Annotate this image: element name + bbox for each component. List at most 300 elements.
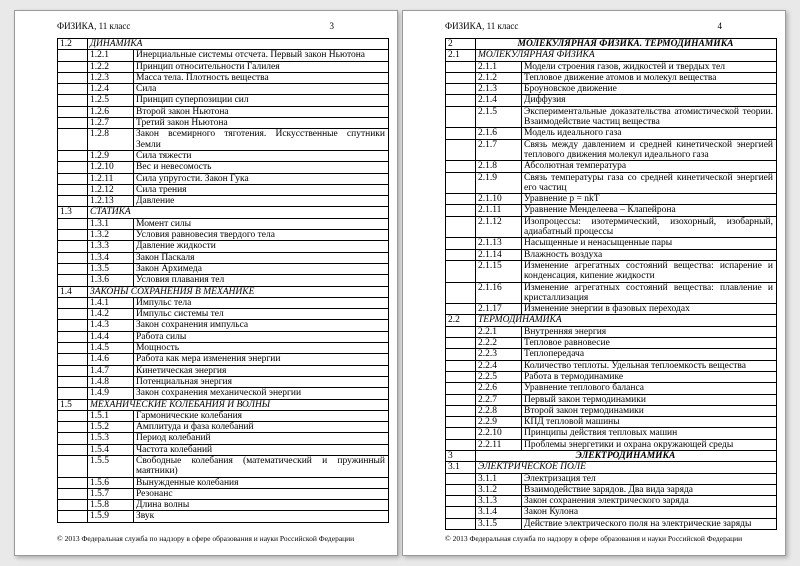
item-number-cell: 1.2.7	[88, 118, 134, 129]
item-row	[58, 275, 389, 286]
item-number-cell: 2.1.9	[476, 172, 522, 194]
item-row	[446, 128, 777, 139]
item-text-cell: Резонанс	[134, 488, 389, 499]
item-text-cell: Кинетическая энергия	[134, 365, 389, 376]
empty-cell	[58, 343, 88, 354]
empty-cell	[58, 511, 88, 522]
empty-cell	[58, 118, 88, 129]
empty-cell	[58, 331, 88, 342]
item-row	[446, 518, 777, 529]
item-number-cell: 2.2.4	[476, 360, 522, 371]
item-number-cell: 1.4.2	[88, 309, 134, 320]
empty-cell	[58, 365, 88, 376]
item-text-cell: Принцип относительности Галилея	[134, 61, 389, 72]
item-row	[58, 455, 389, 477]
empty-cell	[58, 230, 88, 241]
item-text-cell: Модель идеального газа	[522, 128, 777, 139]
chapter-title-cell: ЭЛЕКТРОДИНАМИКА	[476, 450, 777, 461]
item-text-cell: Уравнение теплового баланса	[522, 383, 777, 394]
section-row	[446, 50, 777, 61]
empty-cell	[58, 106, 88, 117]
item-number-cell: 1.4.1	[88, 297, 134, 308]
section-row	[446, 315, 777, 326]
content-table	[445, 38, 777, 530]
empty-cell	[446, 161, 476, 172]
item-text-cell: КПД тепловой машины	[522, 417, 777, 428]
empty-cell	[58, 309, 88, 320]
item-text-cell: Условия равновесия твердого тела	[134, 230, 389, 241]
item-number-cell: 1.2.9	[88, 150, 134, 161]
item-text-cell: Звук	[134, 511, 389, 522]
item-row	[446, 84, 777, 95]
item-text-cell: Электризация тел	[522, 473, 777, 484]
item-row	[58, 343, 389, 354]
item-row	[58, 50, 389, 61]
item-row	[58, 320, 389, 331]
item-text-cell: Момент силы	[134, 218, 389, 229]
section-number-cell: 2	[446, 39, 476, 50]
empty-cell	[446, 349, 476, 360]
empty-cell	[58, 488, 88, 499]
item-row	[58, 388, 389, 399]
empty-cell	[446, 216, 476, 238]
item-number-cell: 1.2.3	[88, 72, 134, 83]
chapter-row	[446, 450, 777, 461]
item-text-cell: Третий закон Ньютона	[134, 118, 389, 129]
empty-cell	[446, 61, 476, 72]
item-row	[446, 349, 777, 360]
item-number-cell: 2.2.9	[476, 417, 522, 428]
section-title-cell: ТЕРМОДИНАМИКА	[476, 315, 777, 326]
item-row	[446, 439, 777, 450]
item-number-cell: 2.1.15	[476, 260, 522, 282]
page-4	[402, 10, 786, 556]
item-number-cell: 2.2.8	[476, 405, 522, 416]
item-number-cell: 1.3.4	[88, 252, 134, 263]
item-number-cell: 1.4.5	[88, 343, 134, 354]
empty-cell	[58, 354, 88, 365]
empty-cell	[446, 326, 476, 337]
empty-cell	[446, 139, 476, 161]
item-number-cell: 1.5.2	[88, 422, 134, 433]
item-number-cell: 2.2.11	[476, 439, 522, 450]
item-number-cell: 1.3.3	[88, 241, 134, 252]
empty-cell	[58, 84, 88, 95]
empty-cell	[58, 184, 88, 195]
item-number-cell: 2.1.7	[476, 139, 522, 161]
empty-cell	[446, 518, 476, 529]
empty-cell	[446, 95, 476, 106]
item-text-cell: Сила упругости. Закон Гука	[134, 173, 389, 184]
chapter-row	[446, 39, 777, 50]
empty-cell	[446, 172, 476, 194]
item-text-cell: Импульс системы тел	[134, 309, 389, 320]
empty-cell	[58, 150, 88, 161]
item-text-cell: Работа в термодинамике	[522, 371, 777, 382]
empty-cell	[58, 218, 88, 229]
empty-cell	[446, 383, 476, 394]
empty-cell	[58, 455, 88, 477]
item-number-cell: 1.2.10	[88, 162, 134, 173]
item-number-cell: 2.1.6	[476, 128, 522, 139]
item-text-cell: Масса тела. Плотность вещества	[134, 72, 389, 83]
item-number-cell: 2.1.2	[476, 72, 522, 83]
content-table	[57, 38, 389, 523]
item-row	[446, 260, 777, 282]
item-text-cell: Период колебаний	[134, 433, 389, 444]
item-row	[58, 72, 389, 83]
item-text-cell: Действие электрического поля на электрические заряды	[522, 518, 777, 529]
item-number-cell: 1.5.4	[88, 444, 134, 455]
section-number-cell: 1.3	[58, 207, 88, 218]
item-number-cell: 1.2.12	[88, 184, 134, 195]
item-number-cell: 1.4.7	[88, 365, 134, 376]
section-number-cell: 1.4	[58, 286, 88, 297]
item-text-cell: Закон Паскаля	[134, 252, 389, 263]
item-text-cell: Уравнение Менделеева – Клапейрона	[522, 205, 777, 216]
empty-cell	[446, 405, 476, 416]
item-text-cell: Импульс тела	[134, 297, 389, 308]
item-row	[446, 326, 777, 337]
section-number-cell: 3.1	[446, 462, 476, 473]
empty-cell	[446, 238, 476, 249]
item-text-cell: Влажность воздуха	[522, 249, 777, 260]
section-row	[58, 207, 389, 218]
page-number: 4	[717, 21, 722, 31]
empty-cell	[58, 241, 88, 252]
item-text-cell: Тепловое равновесие	[522, 338, 777, 349]
empty-cell	[58, 410, 88, 421]
item-number-cell: 1.5.3	[88, 433, 134, 444]
page-header	[57, 21, 389, 32]
item-text-cell: Давление	[134, 196, 389, 207]
item-number-cell: 2.1.8	[476, 161, 522, 172]
section-row	[446, 462, 777, 473]
item-row	[58, 162, 389, 173]
item-text-cell: Изопроцессы: изотермический, изохорный, изобарный, адиабатный процессы	[522, 216, 777, 238]
item-row	[58, 511, 389, 522]
item-text-cell: Тепловое движение атомов и молекул вещества	[522, 72, 777, 83]
item-number-cell: 1.3.2	[88, 230, 134, 241]
item-text-cell: Работа силы	[134, 331, 389, 342]
item-text-cell: Абсолютная температура	[522, 161, 777, 172]
item-row	[58, 184, 389, 195]
item-text-cell: Связь между давлением и средней кинетической энергией теплового движения молекул идеального газа	[522, 139, 777, 161]
item-row	[446, 428, 777, 439]
section-row	[58, 286, 389, 297]
empty-cell	[58, 196, 88, 207]
item-text-cell: Теплопередача	[522, 349, 777, 360]
item-text-cell: Сила тяжести	[134, 150, 389, 161]
item-row	[58, 118, 389, 129]
item-text-cell: Вес и невесомость	[134, 162, 389, 173]
item-row	[58, 297, 389, 308]
item-row	[446, 394, 777, 405]
item-number-cell: 2.1.4	[476, 95, 522, 106]
empty-cell	[446, 338, 476, 349]
item-number-cell: 1.5.7	[88, 488, 134, 499]
item-text-cell: Амплитуда и фаза колебаний	[134, 422, 389, 433]
empty-cell	[58, 376, 88, 387]
item-row	[58, 263, 389, 274]
item-row	[58, 422, 389, 433]
item-text-cell: Закон сохранения механической энергии	[134, 388, 389, 399]
item-text-cell: Уравнение p = nkT	[522, 194, 777, 205]
section-title-cell: МЕХАНИЧЕСКИЕ КОЛЕБАНИЯ И ВОЛНЫ	[88, 399, 389, 410]
item-text-cell: Связь температуры газа со средней кинетической энергией его частиц	[522, 172, 777, 194]
item-row	[446, 249, 777, 260]
empty-cell	[446, 473, 476, 484]
item-row	[58, 230, 389, 241]
item-number-cell: 2.2.5	[476, 371, 522, 382]
empty-cell	[58, 173, 88, 184]
empty-cell	[446, 394, 476, 405]
section-title-cell: ЗАКОНЫ СОХРАНЕНИЯ В МЕХАНИКЕ	[88, 286, 389, 297]
section-number-cell: 2.1	[446, 50, 476, 61]
item-row	[446, 417, 777, 428]
section-number-cell: 2.2	[446, 315, 476, 326]
item-row	[446, 360, 777, 371]
item-row	[58, 61, 389, 72]
item-number-cell: 1.2.11	[88, 173, 134, 184]
page-header	[445, 21, 777, 32]
item-row	[446, 194, 777, 205]
item-number-cell: 2.1.13	[476, 238, 522, 249]
item-text-cell: Мощность	[134, 343, 389, 354]
page-number: 3	[329, 21, 334, 31]
empty-cell	[446, 484, 476, 495]
section-number-cell: 1.2	[58, 39, 88, 50]
item-text-cell: Модели строения газов, жидкостей и твердых тел	[522, 61, 777, 72]
empty-cell	[58, 444, 88, 455]
item-number-cell: 1.2.13	[88, 196, 134, 207]
empty-cell	[58, 95, 88, 106]
item-number-cell: 3.1.5	[476, 518, 522, 529]
empty-cell	[446, 496, 476, 507]
header-title: ФИЗИКА, 11 класс	[57, 21, 131, 31]
item-text-cell: Диффузия	[522, 95, 777, 106]
item-text-cell: Броуновское движение	[522, 84, 777, 95]
item-number-cell: 2.1.12	[476, 216, 522, 238]
item-number-cell: 1.4.6	[88, 354, 134, 365]
item-number-cell: 2.2.3	[476, 349, 522, 360]
item-row	[446, 484, 777, 495]
item-row	[446, 139, 777, 161]
item-number-cell: 2.2.10	[476, 428, 522, 439]
item-number-cell: 1.5.1	[88, 410, 134, 421]
empty-cell	[446, 72, 476, 83]
item-text-cell: Потенциальная энергия	[134, 376, 389, 387]
item-text-cell: Частота колебаний	[134, 444, 389, 455]
item-row	[58, 410, 389, 421]
item-number-cell: 2.1.5	[476, 106, 522, 128]
empty-cell	[446, 260, 476, 282]
item-row	[58, 365, 389, 376]
item-row	[58, 444, 389, 455]
item-row	[446, 161, 777, 172]
empty-cell	[446, 417, 476, 428]
section-row	[58, 39, 389, 50]
empty-cell	[446, 507, 476, 518]
item-text-cell: Сила	[134, 84, 389, 95]
item-text-cell: Инерциальные системы отсчета. Первый закон Ньютона	[134, 50, 389, 61]
item-text-cell: Принципы действия тепловых машин	[522, 428, 777, 439]
item-row	[446, 383, 777, 394]
item-text-cell: Первый закон термодинамики	[522, 394, 777, 405]
item-row	[58, 84, 389, 95]
item-text-cell: Изменение энергии в фазовых переходах	[522, 304, 777, 315]
item-row	[58, 129, 389, 151]
item-number-cell: 3.1.4	[476, 507, 522, 518]
section-number-cell: 3	[446, 450, 476, 461]
empty-cell	[58, 263, 88, 274]
empty-cell	[446, 84, 476, 95]
item-row	[58, 241, 389, 252]
item-row	[446, 61, 777, 72]
item-row	[58, 477, 389, 488]
item-text-cell: Изменение агрегатных состояний вещества: испарение и конденсация, кипение жидкости	[522, 260, 777, 282]
item-text-cell: Гармонические колебания	[134, 410, 389, 421]
empty-cell	[58, 129, 88, 151]
empty-cell	[58, 252, 88, 263]
item-text-cell: Закон сохранения электрического заряда	[522, 496, 777, 507]
item-text-cell: Закон всемирного тяготения. Искусственные спутники Земли	[134, 129, 389, 151]
empty-cell	[58, 477, 88, 488]
page-3	[14, 10, 398, 556]
item-number-cell: 1.2.5	[88, 95, 134, 106]
item-row	[58, 433, 389, 444]
item-number-cell: 1.2.2	[88, 61, 134, 72]
item-number-cell: 1.4.3	[88, 320, 134, 331]
item-row	[446, 496, 777, 507]
item-row	[446, 304, 777, 315]
empty-cell	[58, 500, 88, 511]
item-text-cell: Внутренняя энергия	[522, 326, 777, 337]
item-number-cell: 2.1.16	[476, 282, 522, 304]
item-row	[58, 500, 389, 511]
empty-cell	[58, 50, 88, 61]
item-row	[446, 72, 777, 83]
item-text-cell: Проблемы энергетики и охрана окружающей среды	[522, 439, 777, 450]
section-number-cell: 1.5	[58, 399, 88, 410]
page-footer: © 2013 Федеральная служба по надзору в сфере образования и науки Российской Федерации	[445, 534, 743, 543]
item-number-cell: 2.1.10	[476, 194, 522, 205]
item-text-cell: Работа как мера изменения энергии	[134, 354, 389, 365]
item-row	[58, 331, 389, 342]
section-title-cell: ЭЛЕКТРИЧЕСКОЕ ПОЛЕ	[476, 462, 777, 473]
section-title-cell: СТАТИКА	[88, 207, 389, 218]
item-number-cell: 3.1.3	[476, 496, 522, 507]
empty-cell	[58, 433, 88, 444]
item-text-cell: Сила трения	[134, 184, 389, 195]
empty-cell	[58, 61, 88, 72]
item-number-cell: 1.4.4	[88, 331, 134, 342]
empty-cell	[58, 297, 88, 308]
item-number-cell: 1.2.4	[88, 84, 134, 95]
item-number-cell: 1.3.1	[88, 218, 134, 229]
item-number-cell: 1.2.6	[88, 106, 134, 117]
item-number-cell: 2.1.11	[476, 205, 522, 216]
empty-cell	[446, 128, 476, 139]
item-text-cell: Закон сохранения импульса	[134, 320, 389, 331]
empty-cell	[58, 162, 88, 173]
item-row	[446, 238, 777, 249]
item-text-cell: Закон Архимеда	[134, 263, 389, 274]
item-row	[58, 106, 389, 117]
item-text-cell: Закон Кулона	[522, 507, 777, 518]
section-title-cell: ДИНАМИКА	[88, 39, 389, 50]
item-row	[58, 196, 389, 207]
item-text-cell: Условия плавания тел	[134, 275, 389, 286]
item-row	[446, 473, 777, 484]
item-text-cell: Экспериментальные доказательства атомистической теории. Взаимодействие частиц вещества	[522, 106, 777, 128]
header-title: ФИЗИКА, 11 класс	[445, 21, 519, 31]
item-text-cell: Второй закон Ньютона	[134, 106, 389, 117]
empty-cell	[58, 275, 88, 286]
item-number-cell: 1.3.6	[88, 275, 134, 286]
item-row	[58, 376, 389, 387]
item-number-cell: 2.2.2	[476, 338, 522, 349]
empty-cell	[446, 360, 476, 371]
item-number-cell: 2.1.17	[476, 304, 522, 315]
item-row	[58, 488, 389, 499]
empty-cell	[446, 439, 476, 450]
item-row	[446, 172, 777, 194]
item-row	[446, 95, 777, 106]
empty-cell	[58, 72, 88, 83]
item-number-cell: 1.5.6	[88, 477, 134, 488]
item-row	[446, 405, 777, 416]
item-row	[58, 252, 389, 263]
chapter-title-cell: МОЛЕКУЛЯРНАЯ ФИЗИКА. ТЕРМОДИНАМИКА	[476, 39, 777, 50]
item-number-cell: 2.2.6	[476, 383, 522, 394]
item-text-cell: Принцип суперпозиции сил	[134, 95, 389, 106]
item-text-cell: Свободные колебания (математический и пружинный маятники)	[134, 455, 389, 477]
item-row	[58, 173, 389, 184]
item-text-cell: Давление жидкости	[134, 241, 389, 252]
item-text-cell: Второй закон термодинамики	[522, 405, 777, 416]
item-row	[58, 354, 389, 365]
item-number-cell: 1.4.8	[88, 376, 134, 387]
item-number-cell: 2.2.1	[476, 326, 522, 337]
item-row	[446, 371, 777, 382]
item-row	[446, 106, 777, 128]
empty-cell	[446, 304, 476, 315]
empty-cell	[446, 106, 476, 128]
item-number-cell: 1.2.1	[88, 50, 134, 61]
item-text-cell: Взаимодействие зарядов. Два вида заряда	[522, 484, 777, 495]
page-footer: © 2013 Федеральная служба по надзору в сфере образования и науки Российской Федерации	[57, 534, 355, 543]
empty-cell	[446, 194, 476, 205]
item-number-cell: 1.2.8	[88, 129, 134, 151]
item-text-cell: Количество теплоты. Удельная теплоемкость вещества	[522, 360, 777, 371]
item-number-cell: 1.3.5	[88, 263, 134, 274]
item-text-cell: Вынужденные колебания	[134, 477, 389, 488]
item-row	[446, 507, 777, 518]
item-number-cell: 2.1.1	[476, 61, 522, 72]
item-text-cell: Длина волны	[134, 500, 389, 511]
item-row	[446, 205, 777, 216]
item-number-cell: 1.5.9	[88, 511, 134, 522]
empty-cell	[446, 205, 476, 216]
item-number-cell: 2.1.14	[476, 249, 522, 260]
item-row	[446, 338, 777, 349]
item-number-cell: 2.2.7	[476, 394, 522, 405]
item-number-cell: 2.1.3	[476, 84, 522, 95]
item-number-cell: 1.5.5	[88, 455, 134, 477]
item-number-cell: 1.5.8	[88, 500, 134, 511]
section-row	[58, 399, 389, 410]
